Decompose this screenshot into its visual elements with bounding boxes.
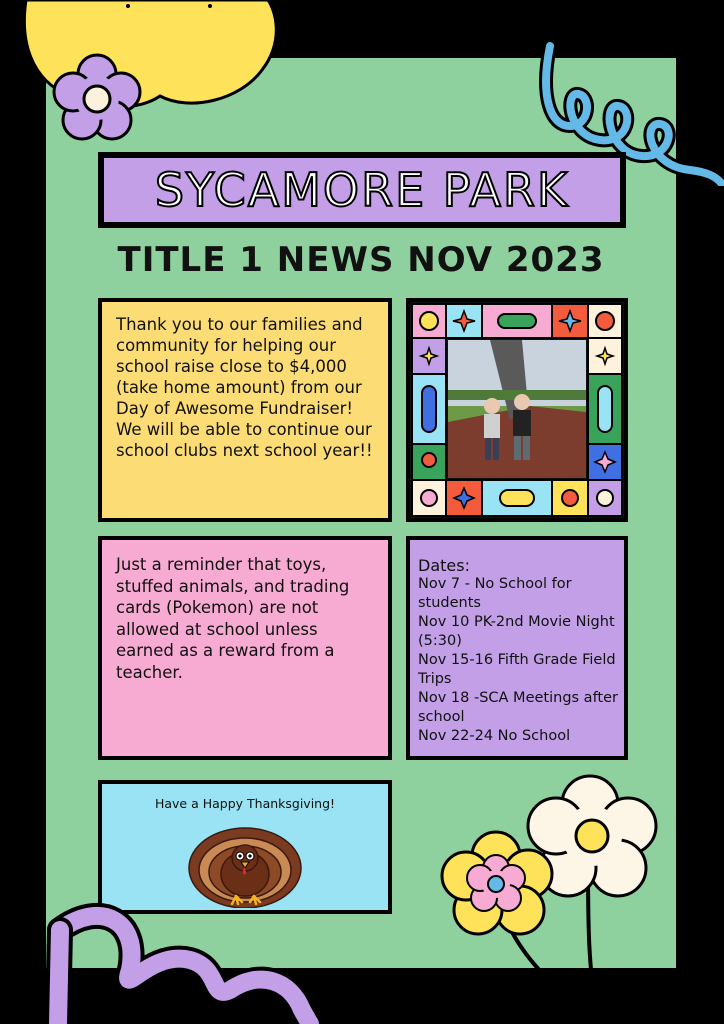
date-item: Nov 10 PK-2nd Movie Night (5:30) [418,614,615,649]
school-name: SYCAMORE PARK [154,163,570,217]
flower-bouquet-icon [438,770,670,1024]
fundraiser-text: Thank you to our families and community for helping our school raise close to $4,000 (take home amount) from our Day of Awesome Fundraiser! We will be able to continue our school clubs next school year!! [116,315,373,460]
school-name-banner [98,152,626,228]
date-item: Nov 22-24 No School [418,728,571,744]
purple-flower-icon [50,52,145,144]
photo-card [406,298,628,522]
thanksgiving-message: Have a Happy Thanksgiving! [154,796,336,811]
date-item: Nov 15-16 Fifth Grade Field Trips [418,652,616,687]
purple-squiggle-icon [30,890,360,1024]
yellow-cloud-icon [0,0,290,130]
reminder-text: Just a reminder that toys, stuffed animals, and trading cards (Pokemon) are not allowed at school unless earned as a reward from a teacher. [116,555,350,682]
reminder-card [98,536,392,760]
photo-frame [410,302,624,518]
date-item: Nov 18 -SCA Meetings after school [418,690,618,725]
dates-heading: Dates: [418,556,470,575]
fundraiser-card [98,298,392,522]
date-item: Nov 7 - No School for students [418,576,572,611]
dates-card [406,536,628,760]
family-photo [448,340,586,478]
newsletter-title: TITLE 1 NEWS NOV 2023 [117,240,605,280]
